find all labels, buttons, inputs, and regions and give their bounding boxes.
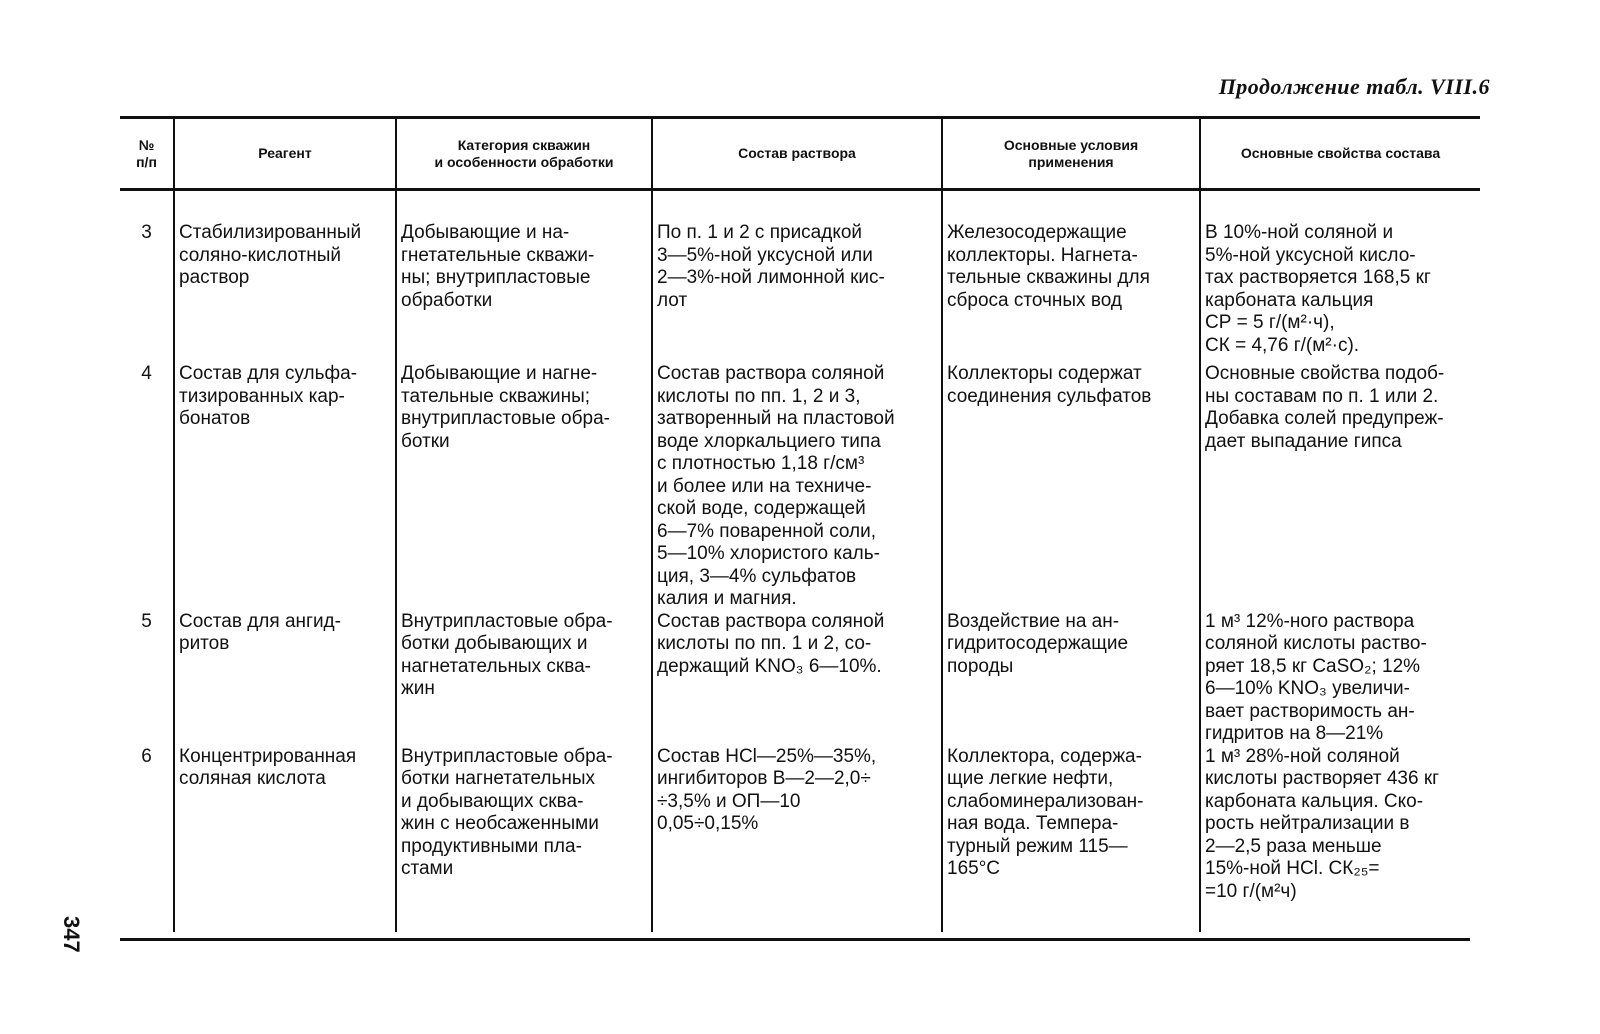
- row-properties: 1 м³ 28%-ной соляной кислоты растворяет 436 кг карбоната кальция. Ско- рость нейтрализации в 2—2,5 раза меньше 15%-ной HCl. СК₂₅= =10 г/(м²ч): [1200, 746, 1480, 932]
- page-number: 347: [59, 916, 84, 953]
- header-row: [120, 119, 1480, 188]
- header-composition: Состав раствора: [652, 119, 942, 188]
- reagents-table: [120, 119, 1480, 932]
- table-row: [120, 746, 1480, 932]
- row-num: 4: [141, 363, 152, 384]
- table-row: [120, 611, 1480, 746]
- table-row: [120, 363, 1480, 611]
- row-category: Внутрипластовые обра- ботки нагнетательных и добывающих сква- жин с необсаженными продуктивными пла- стами: [396, 746, 652, 932]
- row-properties: В 10%-ной соляной и 5%-ной уксусной кисло- тах растворяется 168,5 кг карбоната кальция СР = 5 г/(м²·ч), СК = 4,76 г/(м²·с).: [1200, 222, 1480, 363]
- row-num: 5: [141, 610, 152, 632]
- row-properties: Основные свойства подоб- ны составам по п. 1 или 2. Добавка солей предупреж- дает выпадание гипса: [1200, 363, 1480, 611]
- row-category: Добывающие и нагне- тательные скважины; внутрипластовые обра- ботки: [396, 363, 652, 611]
- header-num: № п/п: [136, 137, 157, 170]
- row-num: 3: [141, 222, 152, 243]
- header-reagent: Реагент: [174, 119, 396, 188]
- row-conditions: Железосодержащие коллекторы. Нагнета- тельные скважины для сброса сточных вод: [942, 222, 1200, 363]
- spacer-row: [120, 188, 1480, 222]
- row-composition: Состав раствора соляной кислоты по пп. 1 и 2, со- держащий KNO₃ 6—10%.: [652, 611, 942, 746]
- row-conditions: Воздействие на ан- гидритосодержащие породы: [942, 611, 1200, 746]
- header-conditions: Основные условия применения: [942, 119, 1200, 188]
- table-row: [120, 222, 1480, 363]
- row-reagent: Стабилизированный соляно-кислотный раствор: [174, 222, 396, 363]
- row-composition: Состав HCl—25%—35%, ингибиторов В—2—2,0÷ ÷3,5% и ОП—10 0,05÷0,15%: [652, 746, 942, 932]
- row-category: Добывающие и на- гнетательные скважи- ны; внутрипластовые обработки: [396, 222, 652, 363]
- row-conditions: Коллекторы содержат соединения сульфатов: [942, 363, 1200, 611]
- row-num: 6: [141, 745, 152, 767]
- row-composition: Состав раствора соляной кислоты по пп. 1, 2 и 3, затворенный на пластовой воде хлоркальциего типа с плотностью 1,18 г/см³ и более или на техниче- ской воде, содержащей 6—7% поваренной соли, 5—10% хлористого каль- ция, 3—4% сульфатов калия и магния.: [652, 363, 942, 611]
- row-category: Внутрипластовые обра- ботки добывающих и нагнетательных сква- жин: [396, 611, 652, 746]
- row-composition: По п. 1 и 2 с присадкой 3—5%-ной уксусной или 2—3%-ной лимонной кис- лот: [652, 222, 942, 363]
- row-reagent: Состав для ангид- ритов: [174, 611, 396, 746]
- row-properties: 1 м³ 12%-ного раствора соляной кислоты раство- ряет 18,5 кг CaSO₂; 12% 6—10% KNO₃ увеличи- вает растворимость ан- гидритов на 8—21%: [1200, 611, 1480, 746]
- table-caption: Продолжение табл. VIII.6: [1218, 74, 1490, 99]
- bottom-rule: [120, 938, 1470, 941]
- header-category: Категория скважин и особенности обработки: [396, 119, 652, 188]
- row-conditions: Коллектора, содержа- щие легкие нефти, слабоминерализован- ная вода. Темпера- турный режим 115— 165°С: [942, 746, 1200, 932]
- header-properties: Основные свойства состава: [1200, 119, 1480, 188]
- row-reagent: Состав для сульфа- тизированных кар- бонатов: [174, 363, 396, 611]
- row-reagent: Концентрированная соляная кислота: [174, 746, 396, 932]
